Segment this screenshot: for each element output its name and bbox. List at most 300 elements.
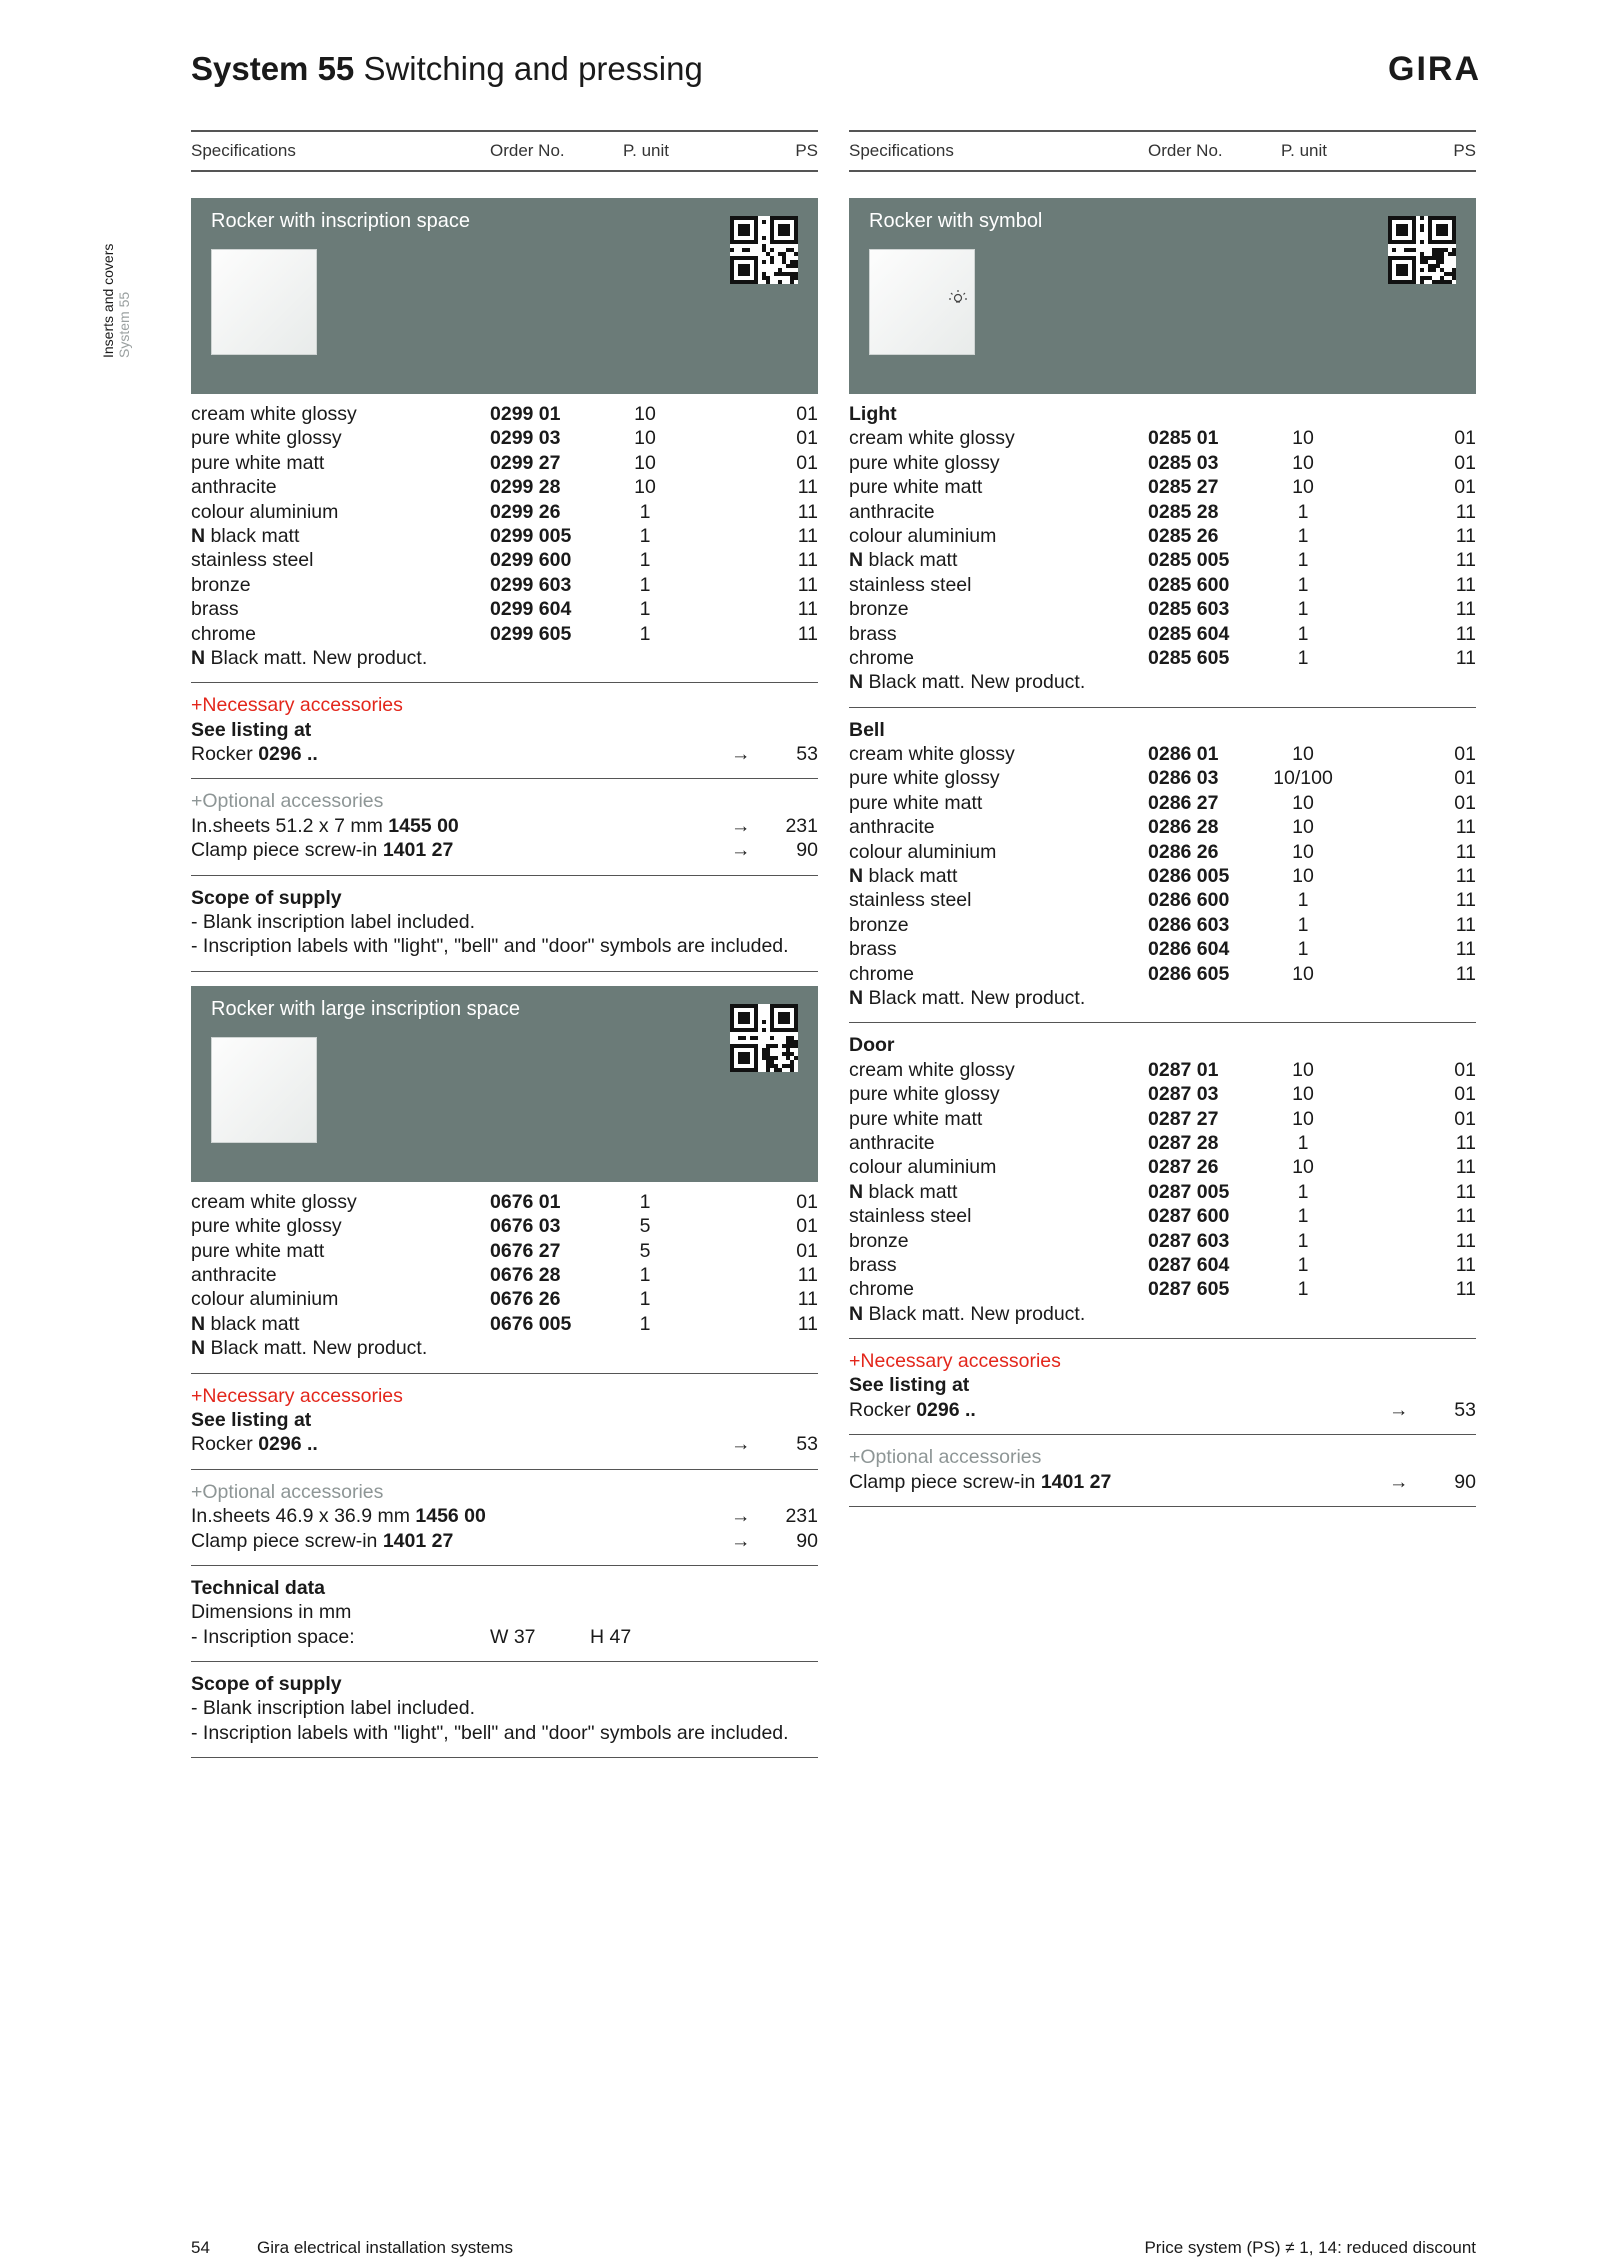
variant-name: anthracite (849, 1131, 935, 1154)
variant-name: cream white glossy (849, 1058, 1015, 1081)
packing-unit: 10 (1292, 427, 1314, 450)
product-image (211, 249, 317, 355)
accessory-row: In.sheets 51.2 x 7 mm 1455 00 → 231 (191, 814, 818, 837)
price-system: 11 (1455, 865, 1476, 888)
order-number: 0285 28 (1148, 500, 1219, 523)
series-name: System 55 (191, 50, 355, 87)
variant-name: pure white glossy (191, 1215, 342, 1238)
product-row (849, 426, 1476, 450)
price-system: 01 (1454, 743, 1476, 766)
packing-unit: 1 (1297, 573, 1309, 596)
side-tab-line1: Inserts and covers (100, 243, 116, 358)
divider (849, 1506, 1476, 1507)
order-number: 0286 005 (1148, 865, 1230, 888)
door-section (849, 1033, 1476, 1326)
order-number: 0287 28 (1148, 1131, 1219, 1154)
order-number: 0287 03 (1148, 1083, 1219, 1106)
col-unit-header: P. unit (623, 141, 670, 160)
variant-name: chrome (849, 1278, 915, 1301)
price-system: 11 (1455, 840, 1476, 863)
price-system: 11 (797, 622, 818, 645)
packing-unit: 10/100 (1273, 767, 1333, 790)
scope-item: - Inscription labels with "light", "bell" and "door" symbols are included. (191, 935, 789, 958)
order-number: 0285 005 (1148, 549, 1230, 572)
col-spec-header: Specifications (191, 141, 296, 160)
order-number: 0287 27 (1148, 1107, 1219, 1130)
order-number: 0286 27 (1148, 791, 1219, 814)
product-row (849, 1107, 1476, 1131)
packing-unit: 1 (1297, 500, 1309, 523)
variant-name: stainless steel (191, 549, 314, 572)
packing-unit: 1 (639, 524, 651, 547)
order-number: 0285 603 (1148, 598, 1230, 621)
product-table (191, 402, 818, 646)
new-product-note: N Black matt. New product. (849, 671, 1086, 694)
product-row (849, 1229, 1476, 1253)
product-row (849, 1082, 1476, 1106)
product-row (849, 1204, 1476, 1228)
see-listing-label: See listing at (191, 718, 312, 741)
price-system: 01 (796, 1239, 818, 1262)
product-row (849, 962, 1476, 986)
plus-icon: + (849, 1446, 861, 1469)
price-system: 11 (1455, 816, 1476, 839)
price-system: 11 (1455, 524, 1476, 547)
price-system: 11 (1455, 1229, 1476, 1252)
variant-name: chrome (191, 622, 257, 645)
arrow-icon: → (731, 1529, 751, 1552)
product-row (849, 864, 1476, 888)
price-system: 11 (797, 524, 818, 547)
order-number: 0299 01 (490, 403, 561, 425)
page-number: 54 (191, 2238, 210, 2257)
light-symbol-icon (870, 250, 976, 356)
product-row (191, 1287, 818, 1311)
order-number: 0286 600 (1148, 889, 1230, 912)
divider (849, 1338, 1476, 1339)
variant-name: N black matt (191, 524, 300, 547)
variant-name: bronze (191, 573, 251, 596)
product-row (849, 573, 1476, 597)
packing-unit: 10 (1292, 1083, 1314, 1106)
product-row (191, 1263, 818, 1287)
order-number: 0299 03 (490, 427, 561, 450)
variant-name: chrome (849, 646, 915, 669)
qr-code-icon (1388, 216, 1456, 284)
variant-name: colour aluminium (191, 1288, 339, 1311)
width-value: W 37 (490, 1625, 536, 1648)
divider (191, 1469, 818, 1470)
variant-name: pure white matt (191, 451, 325, 474)
new-product-note: N Black matt. New product. (191, 1337, 428, 1360)
product-row (849, 1180, 1476, 1204)
product-row (849, 597, 1476, 621)
variant-name: pure white glossy (849, 1083, 1000, 1106)
order-number: 0676 26 (490, 1288, 561, 1311)
plus-icon: + (191, 1480, 203, 1503)
packing-unit: 1 (1297, 598, 1309, 621)
price-system: 01 (1454, 767, 1476, 790)
product-table (849, 426, 1476, 670)
packing-unit: 1 (1297, 622, 1309, 645)
variant-name: stainless steel (849, 573, 972, 596)
packing-unit: 1 (639, 1288, 651, 1311)
banner-title: Rocker with large inscription space (211, 997, 521, 1020)
product-table (191, 1190, 818, 1336)
variant-name: anthracite (849, 500, 935, 523)
variant-name: pure white glossy (849, 767, 1000, 790)
order-number: 0287 26 (1148, 1156, 1219, 1179)
price-system: 01 (1454, 1083, 1476, 1106)
divider (191, 1373, 818, 1374)
packing-unit: 1 (639, 622, 651, 645)
price-system: 11 (1455, 938, 1476, 961)
packing-unit: 1 (639, 1190, 651, 1213)
col-order-header: Order No. (490, 141, 565, 160)
price-system: 01 (1454, 476, 1476, 499)
variant-name: pure white glossy (849, 451, 1000, 474)
packing-unit: 1 (639, 598, 651, 621)
product-row (191, 475, 818, 499)
variant-name: chrome (849, 962, 915, 985)
packing-unit: 1 (1297, 549, 1309, 572)
product-row (849, 937, 1476, 961)
optional-accessories-heading: +Optional accessories (849, 1446, 1042, 1469)
plus-icon: + (191, 694, 203, 717)
packing-unit: 10 (1292, 962, 1314, 985)
order-number: 0299 28 (490, 476, 561, 499)
variant-name: cream white glossy (849, 427, 1015, 450)
packing-unit: 1 (1297, 1278, 1309, 1301)
packing-unit: 1 (1297, 1180, 1309, 1203)
order-number: 0676 27 (490, 1239, 561, 1262)
necessary-accessories-heading: +Necessary accessories (191, 694, 403, 717)
publication-name: Gira electrical installation systems (257, 2238, 514, 2257)
order-number: 0299 26 (490, 500, 561, 523)
order-number: 0299 27 (490, 451, 561, 474)
height-value: H 47 (590, 1625, 632, 1648)
plus-icon: + (191, 1384, 203, 1407)
product-row (849, 766, 1476, 790)
packing-unit: 1 (639, 549, 651, 572)
divider (191, 875, 818, 876)
arrow-icon: → (731, 1505, 751, 1528)
variant-name: cream white glossy (191, 1190, 357, 1213)
order-number: 0287 603 (1148, 1229, 1230, 1252)
banner-title: Rocker with symbol (869, 210, 1043, 232)
packing-unit: 10 (1292, 476, 1314, 499)
variant-name: colour aluminium (849, 524, 997, 547)
arrow-icon: → (731, 1433, 751, 1456)
bell-section (849, 718, 1476, 1011)
product-row (191, 524, 818, 548)
divider (849, 707, 1476, 708)
order-number: 0287 005 (1148, 1180, 1230, 1203)
product-image (869, 249, 975, 355)
price-system: 11 (797, 1288, 818, 1311)
price-system: 11 (797, 1264, 818, 1286)
packing-unit: 10 (634, 403, 656, 425)
price-system: 11 (797, 476, 818, 499)
variant-name: anthracite (849, 816, 935, 839)
see-listing-label: See listing at (849, 1374, 970, 1397)
product-row (849, 1253, 1476, 1277)
price-system-note: Price system (PS) ≠ 1, 14: reduced discount (1144, 2238, 1476, 2257)
arrow-icon: → (1389, 1470, 1409, 1493)
price-system: 11 (797, 573, 818, 596)
price-system: 01 (1454, 1058, 1476, 1081)
divider (191, 1565, 818, 1566)
variant-name: anthracite (191, 1264, 277, 1286)
scope-item: - Blank inscription label included. (191, 911, 475, 934)
variant-name: colour aluminium (191, 500, 339, 523)
price-system: 11 (797, 549, 818, 572)
price-system: 11 (1455, 549, 1476, 572)
packing-unit: 10 (1292, 816, 1314, 839)
product-row (191, 622, 818, 646)
packing-unit: 1 (1297, 1229, 1309, 1252)
product-row (849, 622, 1476, 646)
divider (191, 682, 818, 683)
variant-name: N black matt (849, 1180, 958, 1203)
plus-icon: + (191, 790, 203, 813)
product-row (191, 402, 818, 426)
optional-accessories-heading: +Optional accessories (191, 790, 384, 813)
variant-name: N black matt (849, 549, 958, 572)
variant-name: brass (849, 938, 897, 961)
price-system: 11 (797, 1312, 818, 1335)
variant-name: bronze (849, 913, 909, 936)
accessory-row: Clamp piece screw-in 1401 27 → 90 (191, 1529, 818, 1552)
packing-unit: 10 (1292, 1156, 1314, 1179)
scope-heading: Scope of supply (191, 886, 342, 909)
banner-title: Rocker with inscription space (211, 210, 470, 232)
order-number: 0676 28 (490, 1264, 561, 1286)
packing-unit: 10 (1292, 1107, 1314, 1130)
product-row (849, 815, 1476, 839)
qr-code-icon (730, 1004, 798, 1072)
variant-name: pure white matt (849, 476, 983, 499)
product-row (191, 548, 818, 572)
packing-unit: 10 (1292, 840, 1314, 863)
order-number: 0287 600 (1148, 1205, 1230, 1228)
packing-unit: 1 (1297, 646, 1309, 669)
col-ps-header: PS (1453, 141, 1476, 160)
price-system: 11 (797, 598, 818, 621)
product-row (849, 1277, 1476, 1301)
product-row (849, 548, 1476, 572)
packing-unit: 10 (634, 451, 656, 474)
variant-name: pure white matt (191, 1239, 325, 1262)
price-system: 01 (796, 1215, 818, 1238)
accessory-row: In.sheets 46.9 x 36.9 mm 1456 00 → 231 (191, 1505, 818, 1528)
inscription-space-row: - Inscription space: W 37 H 47 (191, 1625, 632, 1648)
product-image (211, 1037, 317, 1143)
order-number: 0676 01 (490, 1190, 561, 1213)
scope-item: - Blank inscription label included. (191, 1697, 475, 1720)
product-row (849, 913, 1476, 937)
order-number: 0286 26 (1148, 840, 1219, 863)
arrow-icon: → (731, 743, 751, 766)
product-row (849, 1155, 1476, 1179)
price-system: 01 (796, 427, 818, 450)
light-section (849, 402, 1476, 695)
page-title (191, 50, 703, 88)
order-number: 0676 03 (490, 1215, 561, 1238)
product-row (191, 597, 818, 621)
subsection-heading: Bell (849, 718, 885, 741)
variant-name: brass (849, 622, 897, 645)
order-number: 0287 604 (1148, 1253, 1230, 1276)
order-number: 0286 603 (1148, 913, 1230, 936)
packing-unit: 10 (1292, 865, 1314, 888)
order-number: 0299 005 (490, 524, 572, 547)
product-row (849, 524, 1476, 548)
price-system: 01 (1454, 427, 1476, 450)
order-number: 0285 605 (1148, 646, 1230, 669)
price-system: 11 (1455, 1253, 1476, 1276)
price-system: 11 (1455, 598, 1476, 621)
product-table (849, 1058, 1476, 1302)
order-number: 0286 01 (1148, 743, 1219, 766)
packing-unit: 1 (1297, 1253, 1309, 1276)
product-row (191, 1190, 818, 1214)
order-number: 0285 27 (1148, 476, 1219, 499)
product-row (849, 742, 1476, 766)
price-system: 11 (797, 500, 818, 523)
variant-name: cream white glossy (849, 743, 1015, 766)
necessary-accessories-heading: +Necessary accessories (191, 1384, 403, 1407)
order-number: 0285 604 (1148, 622, 1230, 645)
product-row (191, 426, 818, 450)
order-number: 0299 605 (490, 622, 572, 645)
price-system: 11 (1455, 962, 1476, 985)
packing-unit: 1 (639, 500, 651, 523)
price-system: 01 (796, 403, 818, 425)
packing-unit: 10 (634, 476, 656, 499)
product-row (849, 1058, 1476, 1082)
side-tab (100, 244, 132, 358)
packing-unit: 5 (639, 1215, 651, 1238)
packing-unit: 10 (1292, 451, 1314, 474)
necessary-accessories-heading: +Necessary accessories (849, 1350, 1061, 1373)
product-row (849, 840, 1476, 864)
product-row (191, 1214, 818, 1238)
left-column (191, 130, 818, 1768)
variant-name: brass (849, 1253, 897, 1276)
product-row (191, 1312, 818, 1336)
variant-name: colour aluminium (849, 840, 997, 863)
variant-name: N black matt (191, 1312, 300, 1335)
accessory-row: Rocker 0296 .. → 53 (849, 1398, 1476, 1421)
scope-item: - Inscription labels with "light", "bell" and "door" symbols are included. (191, 1721, 789, 1744)
price-system: 01 (1454, 1107, 1476, 1130)
order-number: 0285 03 (1148, 451, 1219, 474)
new-product-note: N Black matt. New product. (191, 646, 428, 669)
packing-unit: 10 (1292, 1058, 1314, 1081)
product-row (849, 1131, 1476, 1155)
col-order-header: Order No. (1148, 141, 1223, 160)
product-row (849, 500, 1476, 524)
new-product-note: N Black matt. New product. (849, 986, 1086, 1009)
variant-name: colour aluminium (849, 1156, 997, 1179)
price-system: 11 (1455, 1180, 1476, 1203)
packing-unit: 1 (639, 1264, 651, 1286)
order-number: 0287 605 (1148, 1278, 1230, 1301)
price-system: 11 (1455, 646, 1476, 669)
plus-icon: + (849, 1350, 861, 1373)
divider (849, 1434, 1476, 1435)
order-number: 0285 600 (1148, 573, 1230, 596)
variant-name: pure white glossy (191, 427, 342, 450)
order-number: 0285 26 (1148, 524, 1219, 547)
dimensions-label: Dimensions in mm (191, 1601, 352, 1624)
divider (191, 1757, 818, 1758)
order-number: 0286 604 (1148, 938, 1230, 961)
price-system: 11 (1455, 889, 1476, 912)
price-system: 11 (1455, 1156, 1476, 1179)
right-column (849, 130, 1476, 1517)
divider (191, 971, 818, 972)
divider (849, 1022, 1476, 1023)
product-row (849, 791, 1476, 815)
order-number: 0286 605 (1148, 962, 1230, 985)
col-ps-header: PS (795, 141, 818, 160)
accessory-row: Clamp piece screw-in 1401 27 → 90 (849, 1470, 1476, 1493)
product-table (849, 742, 1476, 986)
subsection-heading: Light (849, 403, 897, 425)
packing-unit: 1 (1297, 1205, 1309, 1228)
variant-name: brass (191, 598, 239, 621)
product-banner (191, 198, 818, 394)
price-system: 11 (1455, 622, 1476, 645)
packing-unit: 1 (1297, 913, 1309, 936)
variant-name: bronze (849, 598, 909, 621)
packing-unit: 10 (1292, 743, 1314, 766)
product-banner (191, 986, 818, 1182)
price-system: 01 (1454, 451, 1476, 474)
price-system: 11 (1455, 573, 1476, 596)
packing-unit: 1 (1297, 524, 1309, 547)
order-number: 0287 01 (1148, 1058, 1219, 1081)
order-number: 0676 005 (490, 1312, 572, 1335)
arrow-icon: → (731, 839, 751, 862)
product-row (849, 451, 1476, 475)
price-system: 11 (1455, 1278, 1476, 1301)
price-system: 11 (1455, 500, 1476, 523)
product-banner (849, 198, 1476, 394)
column-header (191, 130, 818, 172)
order-number: 0299 604 (490, 598, 572, 621)
packing-unit: 10 (634, 427, 656, 450)
product-row (191, 500, 818, 524)
column-header (849, 130, 1476, 172)
order-number: 0285 01 (1148, 427, 1219, 450)
technical-data-heading: Technical data (191, 1576, 326, 1599)
optional-accessories-heading: +Optional accessories (191, 1480, 384, 1503)
packing-unit: 5 (639, 1239, 651, 1262)
packing-unit: 10 (1292, 791, 1314, 814)
divider (191, 1661, 818, 1662)
arrow-icon: → (1389, 1398, 1409, 1421)
variant-name: bronze (849, 1229, 909, 1252)
order-number: 0299 603 (490, 573, 572, 596)
variant-name: pure white matt (849, 1107, 983, 1130)
packing-unit: 1 (1297, 938, 1309, 961)
subsection-heading: Door (849, 1034, 895, 1057)
variant-name: N black matt (849, 865, 958, 888)
divider (191, 778, 818, 779)
